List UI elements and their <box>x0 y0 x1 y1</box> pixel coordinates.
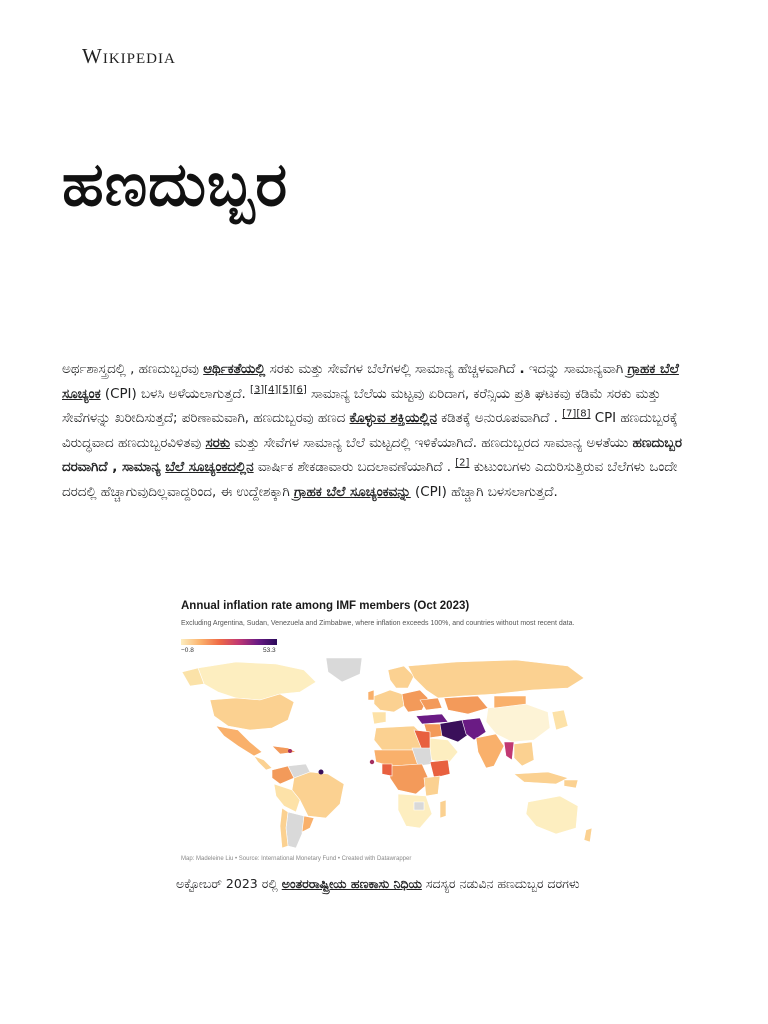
nigeria <box>382 764 392 776</box>
link-imf[interactable]: ಅಂತರರಾಷ್ಟ್ರೀಯ ಹಣಕಾಸು ನಿಧಿಯ <box>281 876 422 891</box>
ref-7[interactable]: [7] <box>562 408 577 420</box>
paraguay-uruguay <box>302 816 314 832</box>
uk <box>368 690 374 700</box>
papua <box>564 780 578 788</box>
text: ಸದಸ್ಯರ ನಡುವಿನ ಹಣದುಬ್ಬರ ದರಗಳು <box>421 876 580 891</box>
link-economy[interactable]: ಆರ್ಥಿಕತೆಯಲ್ಲಿ <box>203 362 266 377</box>
page-title: ಹಣದುಬ್ಬರ <box>62 150 289 220</box>
text: ಕಡಿತಕ್ಕೆ ಅನುರೂಪವಾಗಿದೆ . <box>436 411 563 426</box>
text: ವಾರ್ಷಿಕ ಶೇಕಡಾವಾರು ಬದಲಾವಣೆಯಾಗಿದೆ . <box>253 460 456 475</box>
canada <box>198 662 316 700</box>
ukraine <box>420 698 442 710</box>
text: ಸಾಮಾನ್ಯ ಬೆಲೆಯ ಮಟ್ಟವು ಏರಿದಾಗ, ಕರೆನ್ಸಿಯ ಪ್ರತಿ ಘಟಕವು ಕಡಿಮೆ ಸರಕು ಮತ್ತು ಸೇವೆಗಳನ್ನು ಖರೀದಿಸುತ್ತದೆ; ಪರಿಣಾಮವಾಗಿ, ಹಣದುಬ್ಬರವು ಹಣದ <box>62 386 661 426</box>
text: ಅರ್ಥಶಾಸ್ತ್ರದಲ್ಲಿ , ಹಣದುಬ್ಬರವು <box>62 362 204 377</box>
ethiopia <box>430 760 450 778</box>
caribbean <box>272 746 296 754</box>
link-goods[interactable]: ಸರಕು <box>205 435 230 451</box>
ref-2[interactable]: [2] <box>455 457 470 469</box>
haiti-dot <box>288 749 292 753</box>
intro-paragraph <box>62 358 702 505</box>
link-purchasing-power[interactable]: ಕೊಳ್ಳುವ ಶಕ್ತಿಯಲ್ಲಿನ <box>349 411 437 426</box>
ref-8[interactable]: [8] <box>576 408 591 420</box>
suriname-dot <box>319 770 324 775</box>
map-title: Annual inflation rate among IMF members (Oct 2023) <box>181 600 470 612</box>
link-cpi-2[interactable]: ಗ್ರಾಹಕ ಬೆಲೆ ಸೂಚ್ಯಂಕವನ್ನು <box>293 484 411 500</box>
southern-africa <box>398 794 432 828</box>
legend-min-label: −0.8 <box>181 647 194 654</box>
map-subtitle: Excluding Argentina, Sudan, Venezuela and Zimbabwe, where inflation exceeds 100%, and countries without most recent data. <box>181 620 575 627</box>
link-price-index[interactable]: ಬೆಲೆ ಸೂಚ್ಯಂಕದಲ್ಲಿನ <box>165 460 254 475</box>
text: CPI ಹಣದುಬ್ಬರಕ್ಕೆ ವಿರುದ್ಧವಾದ ಹಣದುಬ್ಬರವಿಳಿತವು <box>62 411 678 451</box>
text: (CPI) ಬಳಸಿ ಅಳೆಯಲಾಗುತ್ತದೆ. <box>100 386 251 402</box>
southeast-asia <box>514 742 534 766</box>
ref-6[interactable]: [6] <box>292 384 307 396</box>
color-scale-legend <box>181 639 277 645</box>
text: ಅಕ್ಟೋಬರ್ 2023 ರಲ್ಲಿ <box>176 876 282 891</box>
world-map <box>176 656 596 854</box>
map-source: Map: Madeleine Liu • Source: International Monetary Fund • Created with Datawrapper <box>181 856 412 862</box>
new-zealand <box>584 828 592 842</box>
figure-caption <box>176 874 616 893</box>
russia <box>408 660 584 698</box>
inflation-map-figure[interactable] <box>176 594 596 868</box>
iberia <box>372 712 386 724</box>
australia <box>526 796 578 834</box>
text: . <box>519 362 525 377</box>
sierra-leone-dot <box>370 760 374 764</box>
text: ಸರಕು ಮತ್ತು ಸೇವೆಗಳ ಬೆಲೆಗಳಲ್ಲಿ ಸಾಮಾನ್ಯ ಹೆಚ್ಚಳವಾಗಿದೆ <box>265 362 520 377</box>
text: ಕುಟುಂಬಗಳು ಎದುರಿಸುತ್ತಿರುವ ಬೆಲೆಗಳು ಒಂದೇ ದರದಲ್ಲಿ ಹೆಚ್ಚಾಗುವುದಿಲ್ಲವಾದ್ದರಿಂದ, ಈ ಉದ್ದೇಶಕ್ಕಾಗಿ <box>62 460 678 500</box>
kazakhstan <box>444 696 488 714</box>
east-africa <box>424 776 440 796</box>
japan-korea <box>552 710 568 730</box>
turkey <box>416 714 448 724</box>
mexico <box>216 726 262 756</box>
ref-3[interactable]: [3] <box>250 384 265 396</box>
madagascar <box>440 800 446 818</box>
zimbabwe <box>414 802 424 810</box>
text: ಇದನ್ನು ಸಾಮಾನ್ಯವಾಗಿ <box>524 362 628 377</box>
bold-inflation-rate: ಹಣದುಬ್ಬರ ದರವಾಗಿದೆ , ಸಾಮಾನ್ಯ <box>62 435 682 475</box>
brazil <box>292 772 344 818</box>
central-america <box>254 756 272 770</box>
ref-4[interactable]: [4] <box>264 384 279 396</box>
legend-max-label: 53.3 <box>263 647 276 654</box>
myanmar <box>504 742 514 760</box>
indonesia <box>514 772 568 784</box>
usa <box>210 694 294 730</box>
argentina <box>286 812 304 848</box>
wikipedia-logo[interactable]: Wikipedia <box>82 44 176 68</box>
western-europe <box>374 690 404 712</box>
article-body <box>62 358 702 505</box>
greenland <box>326 658 362 682</box>
text: (CPI) ಹೆಚ್ಚಾಗಿ ಬಳಸಲಾಗುತ್ತದೆ. <box>410 484 558 500</box>
ref-5[interactable]: [5] <box>278 384 293 396</box>
india <box>476 734 504 768</box>
link-cpi[interactable]: ಗ್ರಾಹಕ ಬೆಲೆ ಸೂಚ್ಯಂಕ <box>62 362 679 402</box>
text: ಮತ್ತು ಸೇವೆಗಳ ಸಾಮಾನ್ಯ ಬೆಲೆ ಮಟ್ಟದಲ್ಲಿ ಇಳಿಕೆಯಾಗಿದೆ. ಹಣದುಬ್ಬರದ ಸಾಮಾನ್ಯ ಅಳತೆಯು <box>230 435 633 451</box>
